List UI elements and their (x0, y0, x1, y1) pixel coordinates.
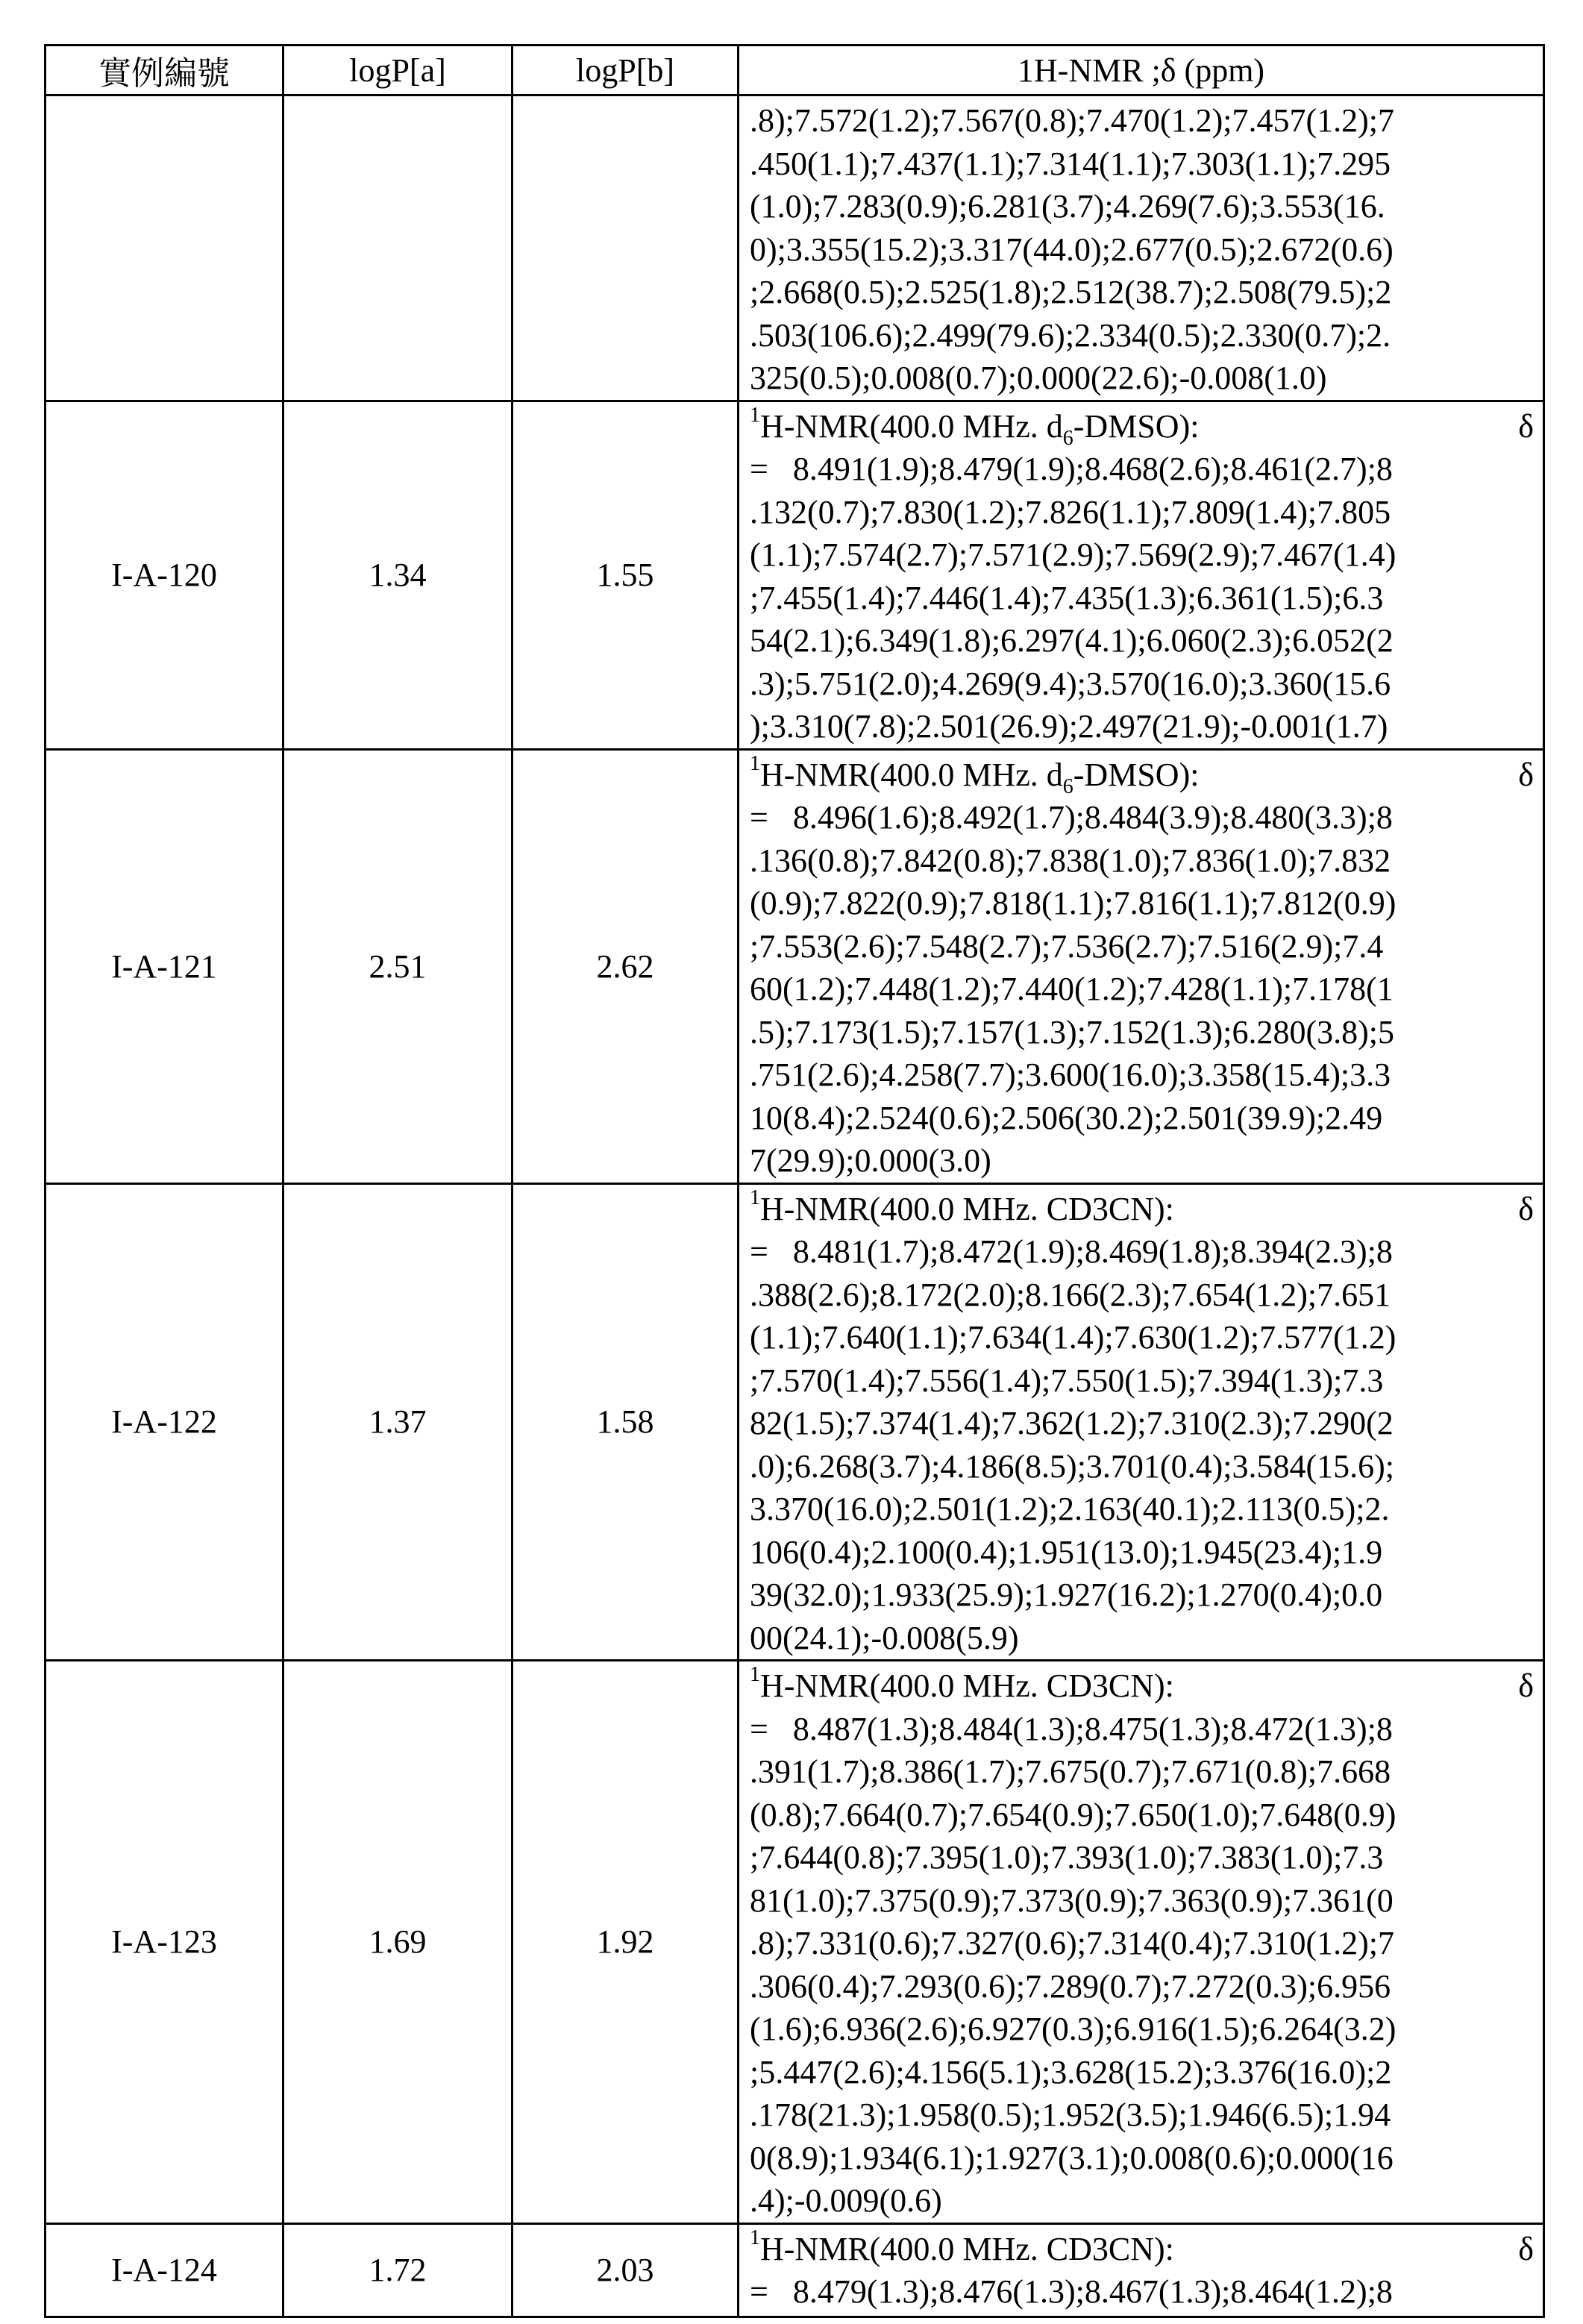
nmr-line: .132(0.7);7.830(1.2);7.826(1.1);7.809(1.4);7.805 (750, 491, 1534, 534)
nmr-line: 3.370(16.0);2.501(1.2);2.163(40.1);2.113(0.5);2. (750, 1488, 1534, 1531)
nmr-line: .503(106.6);2.499(79.6);2.334(0.5);2.330(0.7);2. (750, 314, 1534, 357)
nmr-line: ;7.570(1.4);7.556(1.4);7.550(1.5);7.394(1.3);7.3 (750, 1359, 1534, 1403)
nmr-line: = 8.491(1.9);8.479(1.9);8.468(2.6);8.461(2.7);8 (750, 448, 1534, 491)
nmr-line: (0.8);7.664(0.7);7.654(0.9);7.650(1.0);7.648(0.9) (750, 1794, 1534, 1837)
nmr-solvent-text: -DMSO): (1073, 408, 1200, 445)
logp-b-cell: 2.62 (512, 749, 739, 1183)
nmr-line: = 8.487(1.3);8.484(1.3);8.475(1.3);8.472(1.3);8 (750, 1708, 1534, 1751)
nmr-method-text: H-NMR(400.0 MHz. CD3CN): (760, 2231, 1174, 2267)
nmr-line: );3.310(7.8);2.501(26.9);2.497(21.9);-0.001(1.7) (750, 705, 1534, 748)
nmr-line: 39(32.0);1.933(25.9);1.927(16.2);1.270(0.4);0.0 (750, 1573, 1534, 1617)
nmr-line: ;2.668(0.5);2.525(1.8);2.512(38.7);2.508(79.5);2 (750, 271, 1534, 314)
nmr-line: 10(8.4);2.524(0.6);2.506(30.2);2.501(39.9);2.49 (750, 1097, 1534, 1140)
nmr-method (750, 1188, 1174, 1231)
nmr-line: (1.1);7.574(2.7);7.571(2.9);7.569(2.9);7.467(1.4) (750, 533, 1534, 577)
nmr-nucleus-sup: 1 (750, 404, 760, 427)
logp-b-cell: 1.55 (512, 401, 739, 749)
delta-symbol: δ (1518, 405, 1534, 448)
example-id-cell: I-A-122 (46, 1183, 283, 1661)
nmr-header-line (750, 754, 1534, 797)
logp-a-cell: 1.72 (283, 2223, 512, 2317)
nmr-solvent-sub: 6 (1063, 426, 1073, 449)
nmr-line: .388(2.6);8.172(2.0);8.166(2.3);7.654(1.2);7.651 (750, 1274, 1534, 1317)
nmr-line: .450(1.1);7.437(1.1);7.314(1.1);7.303(1.1);7.295 (750, 142, 1534, 186)
nmr-line: 0);3.355(15.2);3.317(44.0);2.677(0.5);2.672(0.6) (750, 228, 1534, 272)
nmr-line: 00(24.1);-0.008(5.9) (750, 1617, 1534, 1660)
table-row (46, 1661, 1544, 2224)
logp-b-cell: 1.58 (512, 1183, 739, 1661)
nmr-line: (1.0);7.283(0.9);6.281(3.7);4.269(7.6);3.553(16. (750, 185, 1534, 228)
nmr-nucleus-sup: 1 (750, 1663, 760, 1686)
nmr-line: .178(21.3);1.958(0.5);1.952(3.5);1.946(6.5);1.94 (750, 2093, 1534, 2137)
nmr-line: 0(8.9);1.934(6.1);1.927(3.1);0.008(0.6);0.000(16 (750, 2137, 1534, 2180)
logp-b-cell: 2.03 (512, 2223, 739, 2317)
nmr-line: 81(1.0);7.375(0.9);7.373(0.9);7.363(0.9);7.361(0 (750, 1879, 1534, 1923)
nmr-line: .8);7.572(1.2);7.567(0.8);7.470(1.2);7.457(1.2);7 (750, 99, 1534, 142)
nmr-header-line (750, 405, 1534, 448)
nmr-method (750, 405, 1199, 448)
nmr-solvent-sub: 6 (1063, 774, 1073, 798)
nmr-method-text: H-NMR(400.0 MHz. CD3CN): (760, 1667, 1174, 1704)
nmr-solvent-text: -DMSO): (1073, 757, 1200, 793)
nmr-line: = 8.479(1.3);8.476(1.3);8.467(1.3);8.464(1.2);8 (750, 2270, 1534, 2314)
nmr-method-text: H-NMR(400.0 MHz. d (760, 757, 1063, 793)
logp-a-cell (283, 95, 512, 401)
nmr-line: .391(1.7);8.386(1.7);7.675(0.7);7.671(0.8);7.668 (750, 1750, 1534, 1794)
logp-a-cell: 1.34 (283, 401, 512, 749)
nmr-nucleus-sup: 1 (750, 1186, 760, 1209)
nmr-line: (1.1);7.640(1.1);7.634(1.4);7.630(1.2);7.577(1.2) (750, 1316, 1534, 1359)
logp-b-cell: 1.92 (512, 1661, 739, 2224)
nmr-line: 106(0.4);2.100(0.4);1.951(13.0);1.945(23.4);1.9 (750, 1531, 1534, 1574)
delta-symbol: δ (1518, 2228, 1534, 2271)
example-id-cell: I-A-123 (46, 1661, 283, 2224)
nmr-cell (739, 749, 1544, 1183)
nmr-method (750, 2228, 1174, 2271)
nmr-line: .751(2.6);4.258(7.7);3.600(16.0);3.358(15.4);3.3 (750, 1053, 1534, 1097)
nmr-header-line (750, 1188, 1534, 1231)
logp-a-cell: 1.37 (283, 1183, 512, 1661)
delta-symbol: δ (1518, 1188, 1534, 1231)
header-row (46, 46, 1544, 95)
table-row (46, 401, 1544, 749)
nmr-line: 325(0.5);0.008(0.7);0.000(22.6);-0.008(1.0) (750, 357, 1534, 400)
logp-a-cell: 1.69 (283, 1661, 512, 2224)
table-row (46, 1183, 1544, 1661)
nmr-line: (1.6);6.936(2.6);6.927(0.3);6.916(1.5);6.264(3.2) (750, 2008, 1534, 2051)
example-id-cell: I-A-121 (46, 749, 283, 1183)
nmr-cell (739, 1183, 1544, 1661)
nmr-cell (739, 401, 1544, 749)
delta-symbol: δ (1518, 1664, 1534, 1708)
logp-a-cell: 2.51 (283, 749, 512, 1183)
example-id-cell (46, 95, 283, 401)
table-row (46, 95, 1544, 401)
nmr-line: 60(1.2);7.448(1.2);7.440(1.2);7.428(1.1);7.178(1 (750, 968, 1534, 1011)
logp-b-cell (512, 95, 739, 401)
table-row (46, 2223, 1544, 2317)
nmr-line: .0);6.268(3.7);4.186(8.5);3.701(0.4);3.584(15.6); (750, 1445, 1534, 1488)
nmr-header-line (750, 1664, 1534, 1708)
example-id-cell: I-A-120 (46, 401, 283, 749)
nmr-cell (739, 2223, 1544, 2317)
nmr-line: .8);7.331(0.6);7.327(0.6);7.314(0.4);7.310(1.2);7 (750, 1922, 1534, 1965)
header-example-number: 實例編號 (46, 46, 283, 95)
header-nmr: 1H-NMR ;δ (ppm) (739, 46, 1544, 95)
nmr-data-table (44, 44, 1545, 2318)
nmr-line: .3);5.751(2.0);4.269(9.4);3.570(16.0);3.360(15.6 (750, 663, 1534, 706)
nmr-line: 54(2.1);6.349(1.8);6.297(4.1);6.060(2.3);6.052(2 (750, 619, 1534, 663)
nmr-method-text: H-NMR(400.0 MHz. CD3CN): (760, 1191, 1174, 1227)
nmr-nucleus-sup: 1 (750, 2226, 760, 2249)
nmr-line: ;7.455(1.4);7.446(1.4);7.435(1.3);6.361(1.5);6.3 (750, 577, 1534, 620)
nmr-method (750, 1664, 1174, 1708)
nmr-line: 82(1.5);7.374(1.4);7.362(1.2);7.310(2.3);7.290(2 (750, 1402, 1534, 1445)
nmr-line: ;7.644(0.8);7.395(1.0);7.393(1.0);7.383(1.0);7.3 (750, 1836, 1534, 1879)
nmr-line: ;7.553(2.6);7.548(2.7);7.536(2.7);7.516(2.9);7.4 (750, 925, 1534, 968)
nmr-line: (0.9);7.822(0.9);7.818(1.1);7.816(1.1);7.812(0.9) (750, 882, 1534, 925)
nmr-line: = 8.481(1.7);8.472(1.9);8.469(1.8);8.394(2.3);8 (750, 1230, 1534, 1274)
table-row (46, 749, 1544, 1183)
delta-symbol: δ (1518, 754, 1534, 797)
nmr-method (750, 754, 1199, 797)
nmr-header-line (750, 2228, 1534, 2271)
nmr-line: 7(29.9);0.000(3.0) (750, 1139, 1534, 1183)
nmr-line: .306(0.4);7.293(0.6);7.289(0.7);7.272(0.3);6.956 (750, 1965, 1534, 2008)
nmr-method-text: H-NMR(400.0 MHz. d (760, 408, 1063, 445)
nmr-line: .5);7.173(1.5);7.157(1.3);7.152(1.3);6.280(3.8);5 (750, 1011, 1534, 1054)
nmr-line: = 8.496(1.6);8.492(1.7);8.484(3.9);8.480(3.3);8 (750, 796, 1534, 839)
nmr-nucleus-sup: 1 (750, 752, 760, 775)
nmr-cell (739, 1661, 1544, 2224)
header-logp-a: logP[a] (283, 46, 512, 95)
header-logp-b: logP[b] (512, 46, 739, 95)
nmr-line: ;5.447(2.6);4.156(5.1);3.628(15.2);3.376(16.0);2 (750, 2051, 1534, 2094)
nmr-line: .136(0.8);7.842(0.8);7.838(1.0);7.836(1.0);7.832 (750, 839, 1534, 883)
example-id-cell: I-A-124 (46, 2223, 283, 2317)
nmr-line: .4);-0.009(0.6) (750, 2179, 1534, 2223)
nmr-cell (739, 95, 1544, 401)
